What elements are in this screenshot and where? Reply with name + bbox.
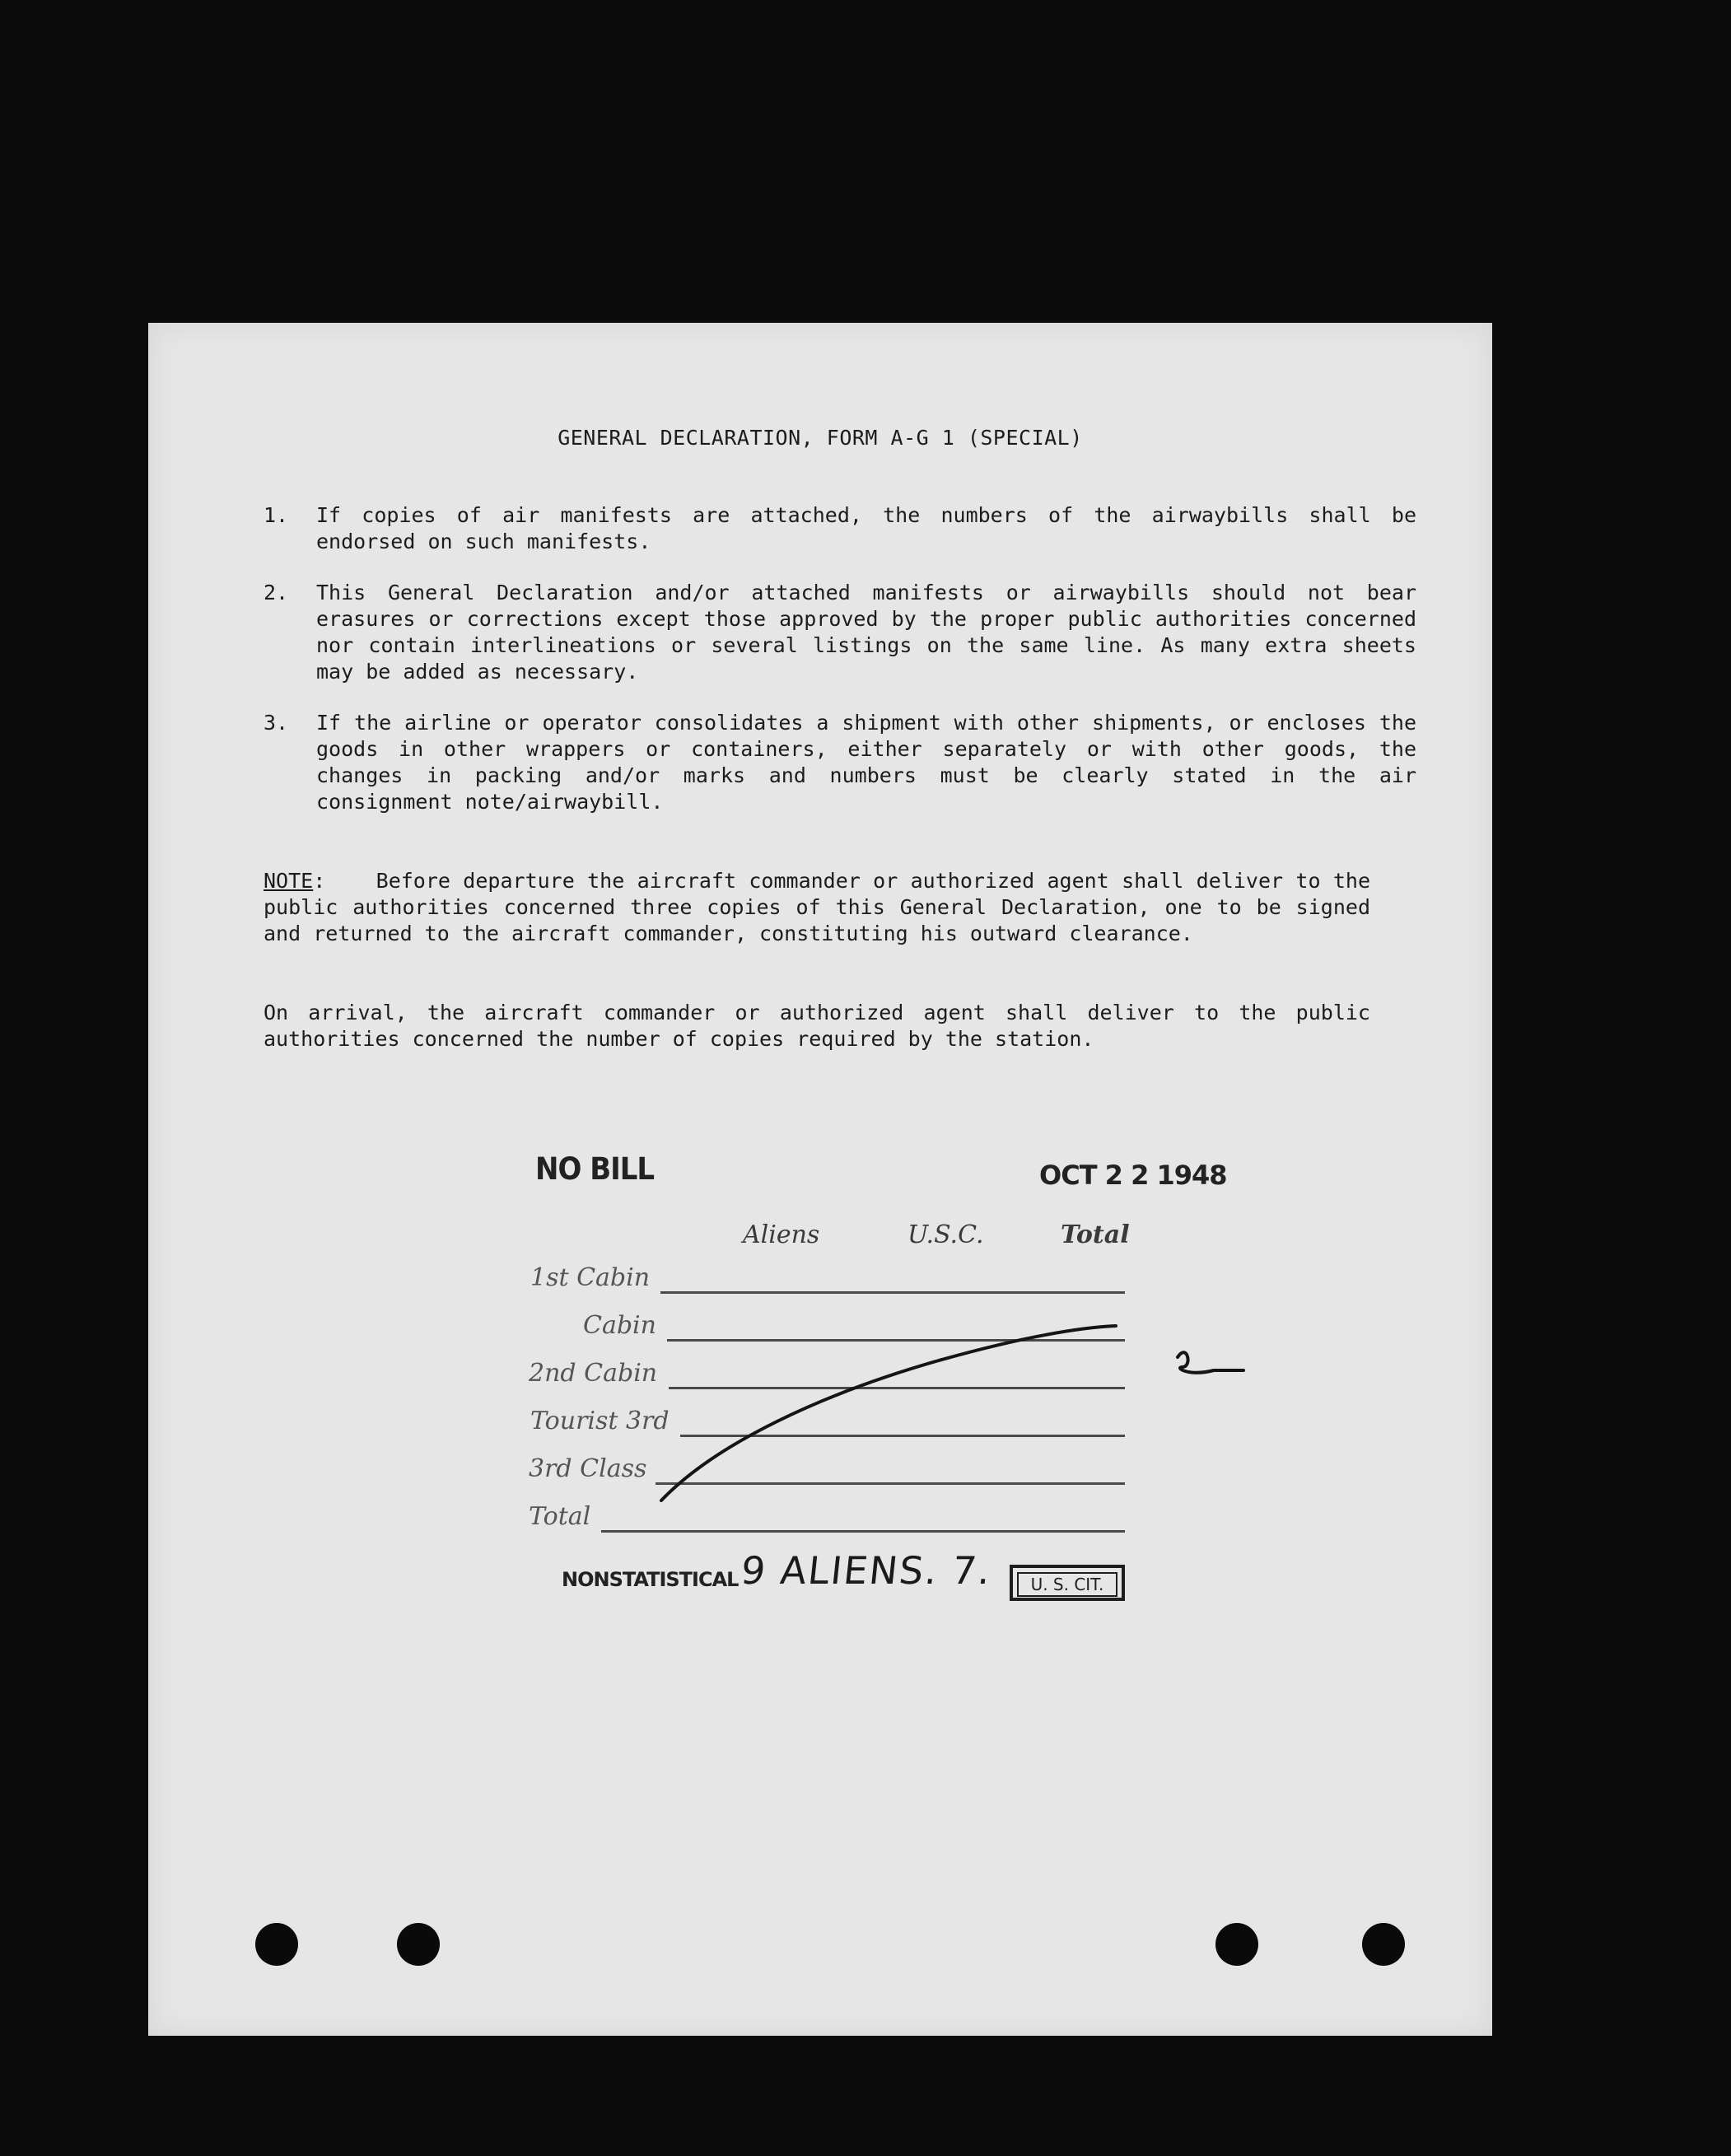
item-text: If the airline or operator consolidates a shipment with other shipments, or encloses the goods in other wrappers or containers, either separately or with other goods, the changes in packing and/or marks and numbers must be clearly stated in the air consignment note/airwaybill. xyxy=(316,711,1416,814)
item-number: 1. xyxy=(264,503,289,527)
form-title: GENERAL DECLARATION, FORM A-G 1 (SPECIAL) xyxy=(558,426,1083,450)
row-label-tourist-3rd: Tourist 3rd xyxy=(530,1407,670,1435)
item-number: 3. xyxy=(264,711,289,735)
column-header-total: Total xyxy=(1061,1220,1130,1249)
row-label-cabin: Cabin xyxy=(583,1311,656,1340)
row-label-1st-cabin: 1st Cabin xyxy=(530,1263,651,1292)
item-text: This General Declaration and/or attached manifests or airwaybills should not bear erasures or corrections except those approved by the proper public authorities concerned nor contain interlineations or several listings on the same line. As many extra sheets may be added as necessary. xyxy=(316,581,1416,684)
row-label-3rd-class: 3rd Class xyxy=(529,1454,647,1483)
document-page xyxy=(148,323,1492,2036)
row-label-2nd-cabin: 2nd Cabin xyxy=(529,1359,658,1388)
punch-hole xyxy=(255,1923,298,1966)
item-text: If copies of air manifests are attached, the numbers of the airwaybills shall be endorsed on such manifests. xyxy=(316,503,1416,553)
handwritten-count-note: 9 ALIENS. 7. xyxy=(739,1548,995,1593)
nonstatistical-stamp: NONSTATISTICAL xyxy=(562,1568,739,1591)
arrival-paragraph: On arrival, the aircraft commander or authorized agent shall deliver to the public authorities concerned the number of copies required by the station. xyxy=(264,1001,1370,1051)
column-header-aliens: Aliens xyxy=(743,1220,820,1249)
diagonal-cancel-stroke xyxy=(661,1326,1116,1500)
column-header-usc: U.S.C. xyxy=(907,1220,984,1249)
note-text: Before departure the aircraft commander or authorized agent shall deliver to the public authorities concerned three copies of this General Declaration, one to be signed and returned to the aircraft commander, constituting his outward clearance. xyxy=(264,869,1370,945)
note-paragraph: NOTE: Before departure the aircraft commander or authorized agent shall deliver to the public authorities concerned three copies of this General Declaration, one to be signed and returned to the aircraft commander, constituting his outward clearance. xyxy=(264,869,1370,945)
us-citizen-box-label: U. S. CIT. xyxy=(1017,1572,1117,1597)
handwriting-overlay xyxy=(148,323,1492,2036)
handwritten-initial-mark xyxy=(1178,1352,1243,1373)
punch-hole xyxy=(1362,1923,1405,1966)
item-number: 2. xyxy=(264,581,289,604)
row-label-total: Total xyxy=(529,1502,591,1531)
note-label: NOTE xyxy=(264,869,314,893)
date-stamp: OCT 2 2 1948 xyxy=(1039,1160,1227,1191)
punch-hole xyxy=(397,1923,440,1966)
no-bill-stamp: NO BILL xyxy=(535,1151,655,1188)
punch-hole xyxy=(1215,1923,1258,1966)
